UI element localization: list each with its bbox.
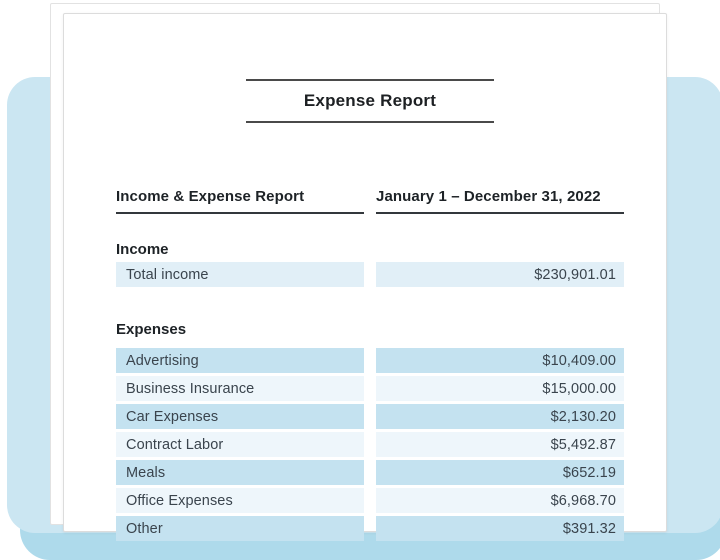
row-value: $2,130.20: [376, 404, 624, 429]
section-label: Expenses: [116, 321, 187, 338]
table-section-expenses: [116, 322, 676, 541]
table-row: [116, 516, 676, 541]
table-header-report-name: Income & Expense Report: [116, 187, 364, 214]
section-label: Income: [116, 241, 169, 258]
table-row: [116, 488, 676, 513]
report-title-block: [246, 79, 494, 123]
row-label: Office Expenses: [116, 488, 364, 513]
row-value: $10,409.00: [376, 348, 624, 373]
section-rows: [116, 348, 676, 541]
row-value: $6,968.70: [376, 488, 624, 513]
row-value: $15,000.00: [376, 376, 624, 401]
row-value: $652.19: [376, 460, 624, 485]
report-title: Expense Report: [303, 91, 437, 110]
row-label: Advertising: [116, 348, 364, 373]
row-label: Total income: [116, 262, 364, 287]
table-row: [116, 432, 676, 457]
row-label: Car Expenses: [116, 404, 364, 429]
table-sections: [116, 242, 676, 541]
table-row: [116, 348, 676, 373]
row-value: $5,492.87: [376, 432, 624, 457]
table-header-date-range: January 1 – December 31, 2022: [376, 187, 624, 214]
row-label: Meals: [116, 460, 364, 485]
row-label: Contract Labor: [116, 432, 364, 457]
table-row: [116, 404, 676, 429]
row-label: Business Insurance: [116, 376, 364, 401]
section-rows: [116, 262, 676, 287]
table-header-row: [116, 187, 676, 214]
income-expense-table: [116, 187, 676, 544]
row-label: Other: [116, 516, 364, 541]
table-section-income: [116, 242, 676, 287]
row-value: $391.32: [376, 516, 624, 541]
table-row: [116, 262, 676, 287]
row-value: $230,901.01: [376, 262, 624, 287]
table-row: [116, 460, 676, 485]
table-row: [116, 376, 676, 401]
document-page: [63, 13, 667, 537]
